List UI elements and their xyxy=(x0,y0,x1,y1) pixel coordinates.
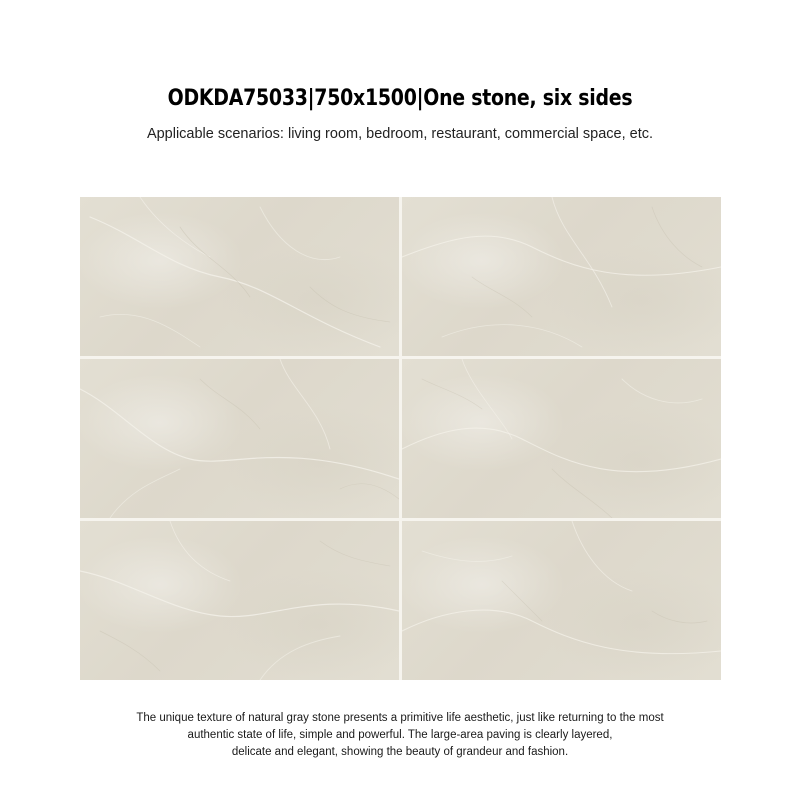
marble-veins xyxy=(80,359,399,518)
tile-r3-c2 xyxy=(402,521,721,680)
applicable-scenarios: Applicable scenarios: living room, bedroom, restaurant, commercial space, etc. xyxy=(146,126,654,142)
marble-veins xyxy=(80,197,399,356)
tile-r2-c1 xyxy=(80,359,399,518)
tile-r1-c1 xyxy=(80,197,399,356)
tile-r1-c2 xyxy=(402,197,721,356)
description-line: delicate and elegant, showing the beauty of grandeur and fashion. xyxy=(231,746,569,758)
marble-veins xyxy=(402,359,721,518)
product-description xyxy=(0,710,800,761)
marble-tile-layout xyxy=(80,197,721,680)
product-title: ODKDA75033|750x1500|One stone, six sides xyxy=(167,86,633,111)
description-line: authentic state of life, simple and powerful. The large-area paving is clearly layered, xyxy=(187,729,613,741)
description-line: The unique texture of natural gray stone presents a primitive life aesthetic, just like returning to the most xyxy=(136,712,664,724)
marble-veins xyxy=(402,197,721,356)
tile-r3-c1 xyxy=(80,521,399,680)
marble-veins xyxy=(80,521,399,680)
marble-veins xyxy=(402,521,721,680)
tile-r2-c2 xyxy=(402,359,721,518)
